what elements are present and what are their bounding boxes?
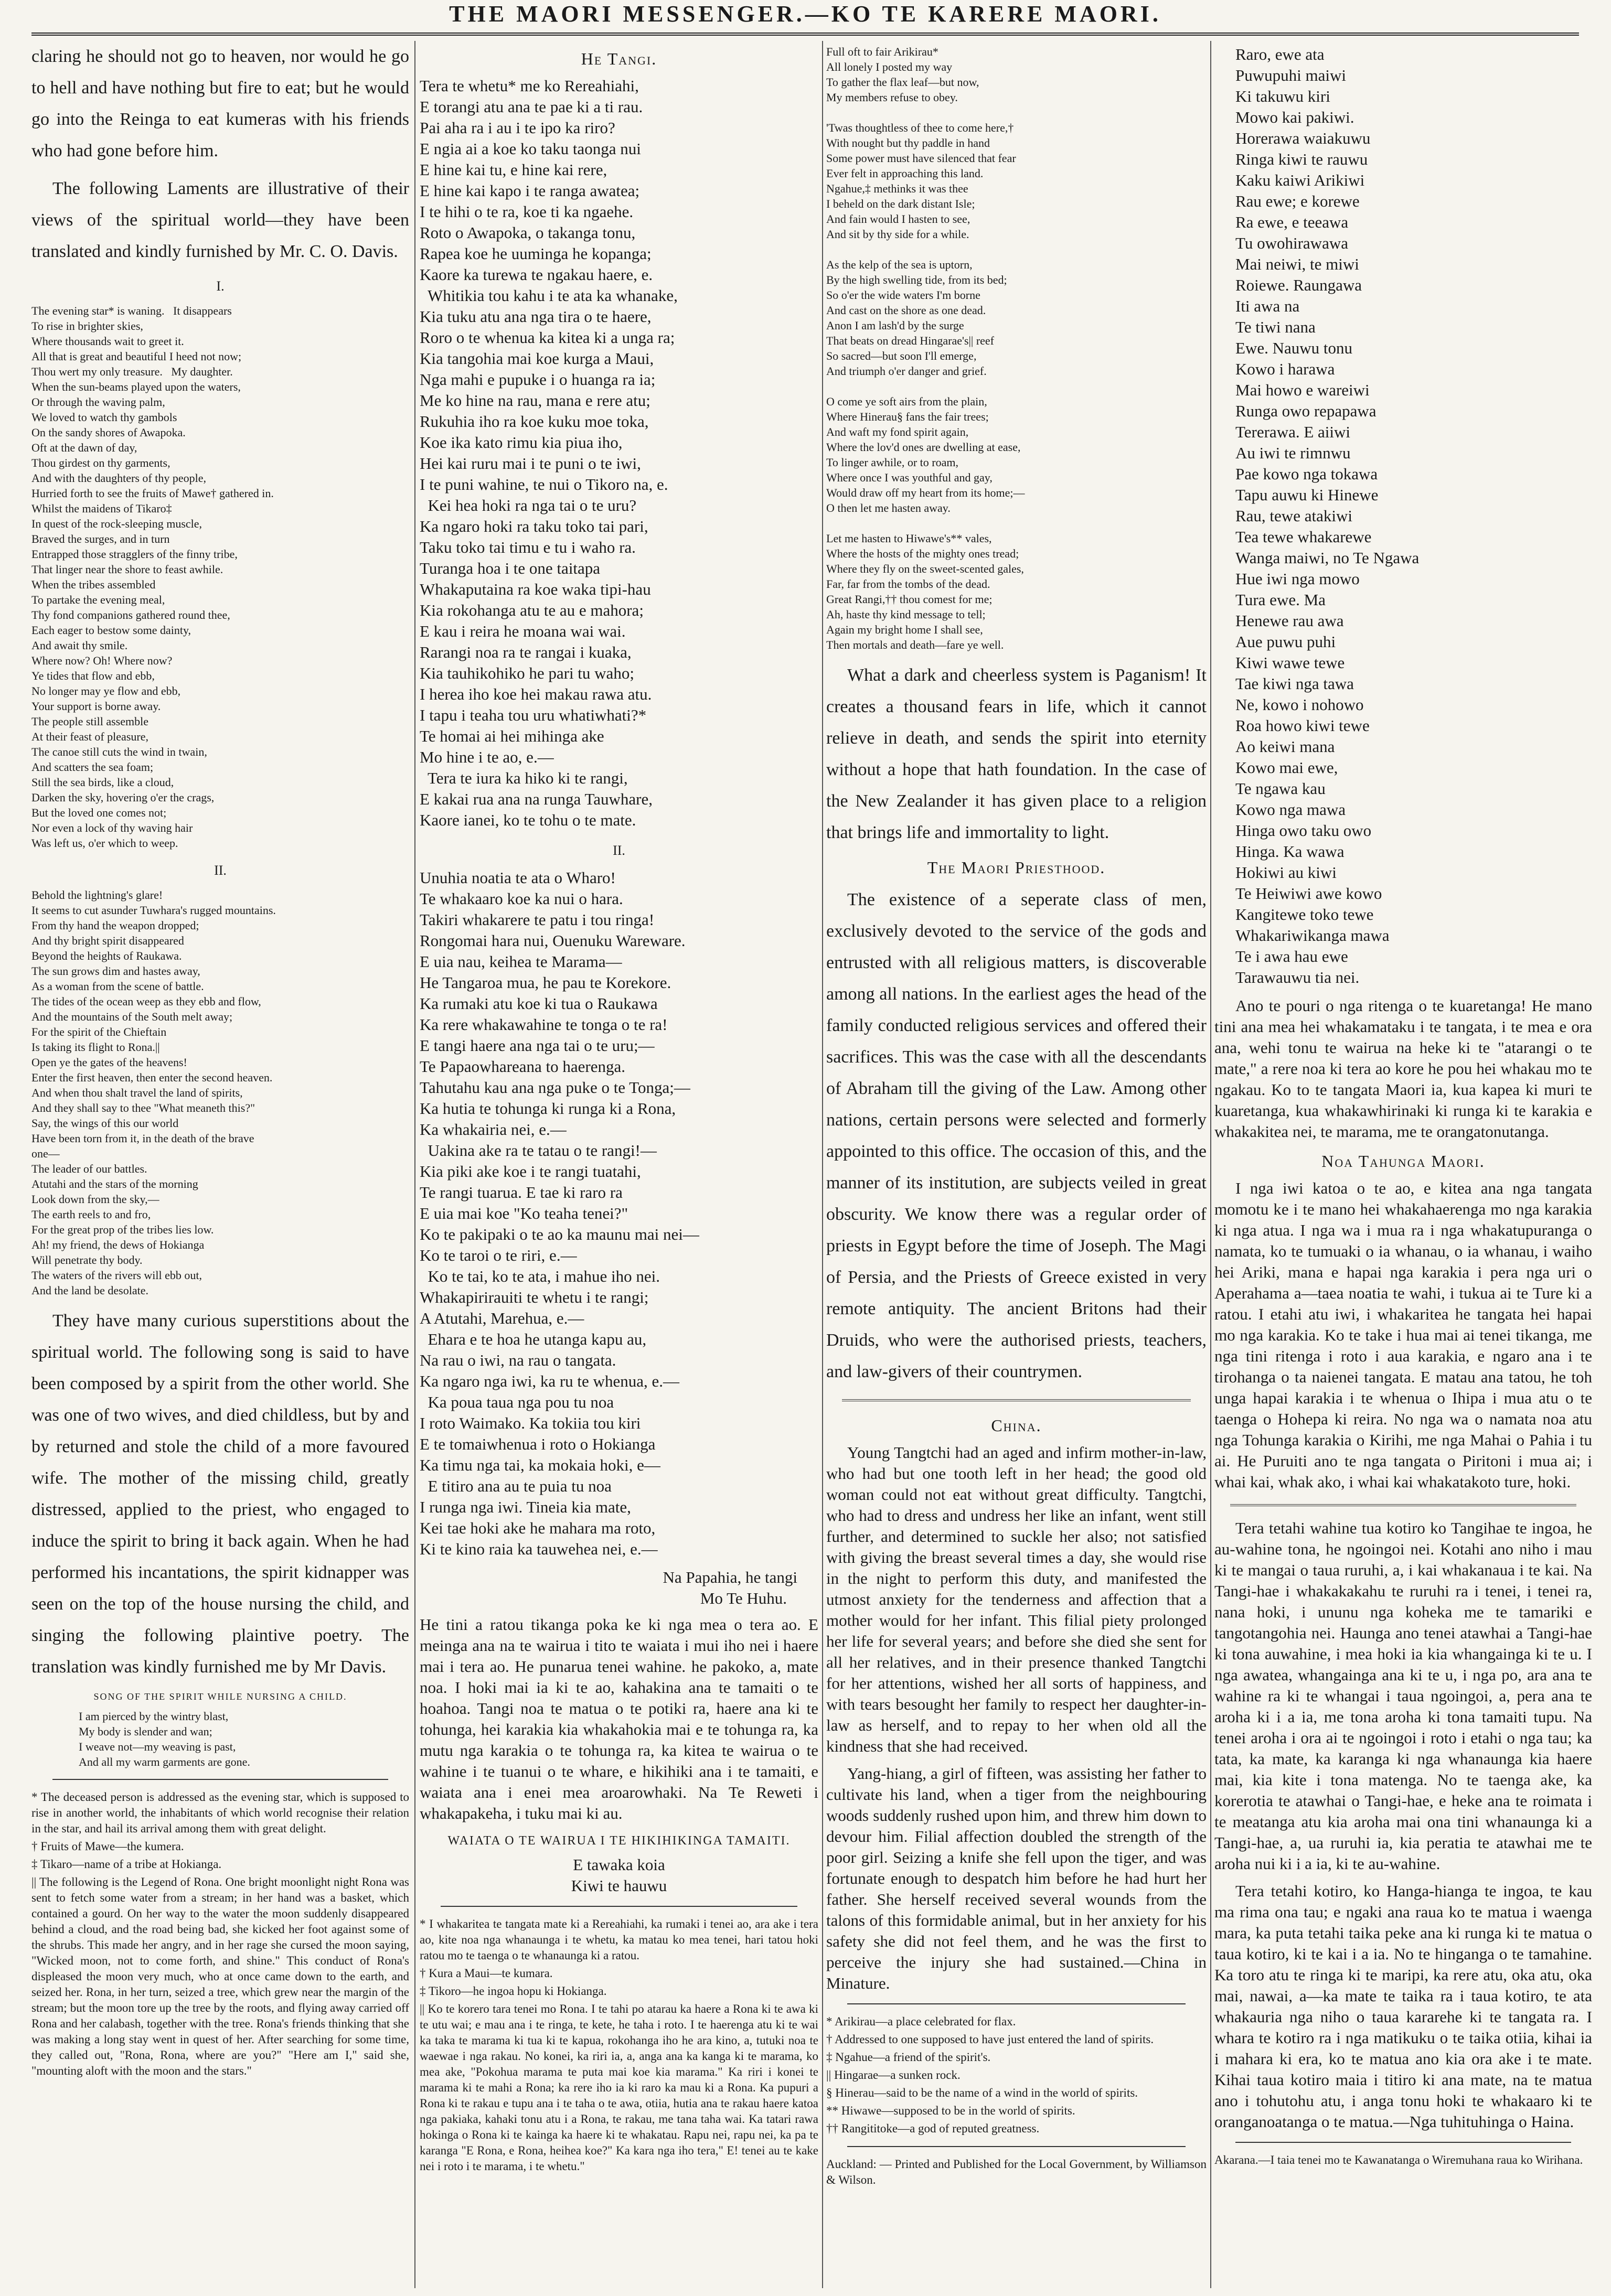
- poem-line: Kowo mai ewe,: [1235, 758, 1338, 777]
- poem-line: Or through the waving palm,: [31, 395, 165, 409]
- poem-line: E tangi haere ana nga tai o te uru;—: [420, 1036, 655, 1055]
- poem-line: E titiro ana au te puia tu noa: [420, 1477, 612, 1495]
- poem-line: The sun grows dim and hastes away,: [31, 964, 200, 978]
- poem-line: And scatters the sea foam;: [31, 760, 154, 774]
- poem-line: [826, 242, 1207, 257]
- poem-line: Where once I was youthful and gay,: [826, 471, 993, 484]
- poem-line: Na rau o iwi, na rau o tangata.: [420, 1351, 616, 1369]
- footnote: ‡ Tikaro—name of a tribe at Hokianga.: [31, 1858, 222, 1871]
- intro-paragraph: claring he should not go to heaven, nor would he go to hell and have nothing but fire to eat; but he would go into the Reinga to eat kumeras with his friends who had gone before him.: [31, 47, 409, 160]
- poem-line: Kei hea hoki ra nga tai o te uru?: [420, 496, 637, 514]
- poem-line: So o'er the wide waters I'm borne: [826, 288, 980, 302]
- poem-line: Ewe. Nauwu tonu: [1235, 339, 1352, 357]
- section-numeral: I.: [216, 278, 225, 294]
- poem-line: Mai neiwi, te miwi: [1235, 255, 1359, 273]
- poem-line: Oft at the dawn of day,: [31, 441, 137, 454]
- poem-line: And they shall say to thee "What meaneth this?": [31, 1101, 255, 1114]
- poem-line: Kiwi te hauwu: [571, 1876, 667, 1895]
- poem-line: All that is great and beautiful I heed not now;: [31, 350, 242, 363]
- poem-line: Wanga maiwi, no Te Ngawa: [1235, 549, 1420, 567]
- poem-line: Te ngawa kau: [1235, 779, 1326, 798]
- poem-line: By the high swelling tide, from its bed;: [826, 273, 1007, 286]
- poem-line: On the sandy shores of Awapoka.: [31, 426, 186, 439]
- poem-line: Ye tides that flow and ebb,: [31, 669, 155, 682]
- poem-line: Tura ewe. Ma: [1235, 591, 1326, 609]
- poem-line: Ka rere whakawahine te tonga o te ra!: [420, 1015, 668, 1034]
- poem-line: Mo hine i te ao, e.—: [420, 748, 554, 766]
- poem-line: Kangitewe toko tewe: [1235, 905, 1374, 924]
- divider: [1230, 1504, 1576, 1506]
- footnote: ‡ Ngahue—a friend of the spirit's.: [826, 2051, 991, 2064]
- divider: [1235, 2142, 1571, 2143]
- poem-line: Kaku kaiwi Arikiwi: [1235, 171, 1365, 189]
- poem-line: Pae kowo nga tokawa: [1235, 465, 1378, 483]
- poem-line: All lonely I posted my way: [826, 60, 953, 73]
- column-4: [1214, 41, 1592, 2288]
- masthead: THE MAORI MESSENGER.—KO TE KARERE MAORI.: [31, 0, 1579, 36]
- poem-line: Ka ngaro nga iwi, ka ru te whenua, e.—: [420, 1372, 679, 1390]
- poem-line: Tapu auwu ki Hinewe: [1235, 486, 1379, 504]
- poem-line: O then let me hasten away.: [826, 501, 951, 514]
- poem-line: To linger awhile, or to roam,: [826, 456, 959, 469]
- poem-line: Pai aha ra i au i te ipo ka riro?: [420, 119, 615, 137]
- poem-line: Far, far from the tombs of the dead.: [826, 577, 990, 591]
- poem-line: Ra ewe, e teeawa: [1235, 213, 1349, 231]
- divider: [847, 2003, 1186, 2004]
- poem-line: Rapea koe he uuminga he kopanga;: [420, 244, 652, 263]
- poem-line: Whilst the maidens of Tikaro‡: [31, 502, 172, 515]
- poem-line: Ko te pakipaki o te ao ka maunu mai nei—: [420, 1225, 699, 1243]
- poem-line: Anon I am lash'd by the surge: [826, 319, 964, 332]
- divider: [52, 1779, 388, 1780]
- poem-line: Kia rokohanga atu te au e mahora;: [420, 601, 644, 619]
- footnote: †† Rangititoke—a god of reputed greatness.: [826, 2122, 1040, 2135]
- poem-line: Then mortals and death—fare ye well.: [826, 638, 1004, 651]
- poem-line: And await thy smile.: [31, 639, 128, 652]
- poem-line: Rongomai hara nui, Ouenuku Wareware.: [420, 931, 686, 950]
- poem-line: I am pierced by the wintry blast,: [79, 1710, 229, 1723]
- poem-line: Te i awa hau ewe: [1235, 947, 1348, 965]
- poem-line: Tahutahu kau ana nga puke o te Tonga;—: [420, 1078, 690, 1097]
- poem-line: Roto o Awapoka, o takanga tonu,: [420, 223, 636, 242]
- poem-line: And cast on the shore as one dead.: [826, 304, 986, 317]
- poem-line: 'Twas thoughtless of thee to come here,†: [826, 121, 1014, 134]
- poem-line: E kakai rua ana na runga Tauwhare,: [420, 790, 653, 808]
- poem-line: Will penetrate thy body.: [31, 1253, 143, 1267]
- lament-poem-1: [31, 303, 409, 851]
- poem-line: Where thousands wait to greet it.: [31, 335, 184, 348]
- english-poem: [826, 44, 1207, 652]
- poem-line: Au iwi te rimnwu: [1235, 444, 1351, 462]
- poem-line: Entrapped those stragglers of the finny tribe,: [31, 548, 238, 561]
- footnote: || Ko te korero tara tenei mo Rona. I te tahi po atarau ka haere a Rona ki te awa ki te utu wai; e mau ana i te ringa, te kete, he taha i roto. I te haerenga atu ki te wai ka taka te marama ki tua ki te kapua, rokohanga iho he ara kino, a, tutuki noa te waewae i nga rakau. No konei, ka riri ia, a, anga ana ka kanga ki te marama, ko mea ake, "Pokohua marama te puta mai koe kia marama." Ka riri i konei te marama ki te mahi a Rona; ka rere iho ia ki raro ka mau ki a Rona. Ka pupuri a Rona ki te rakau e tupu ana i te taha o te awa, otiia, hutia ana te rakau haere katoa nga pakiaka, kahaki tonu atu i a Rona, te rakau, me tana taha wai. Ka tatari rawa hokinga o Rona ki te kainga ka haere ki te whakatau. Rapu nei, rapu nei, ka pa te karanga "E Rona, e Rona, heihea koe?" Ka kara nga iho tera," E! tenei au te kake nei i roto i te marama, i te whetu.": [420, 2002, 818, 2173]
- poem-line: Ka ngaro hoki ra taku toko tai pari,: [420, 517, 648, 535]
- poem-line: The tides of the ocean weep as they ebb and flow,: [31, 995, 261, 1008]
- footnote: || The following is the Legend of Rona. One bright moonlight night Rona was sent to fetch some water from a stream; in her hand was a basket, which contained a gourd. On her way to the water the moon suddenly disappeared behind a cloud, and the road being bad, she kicked her foot against some of the shrubs. This made her angry, and in her rage she cursed the moon saying, "Wicked moon, not to come forth, and shine." This conduct of Rona's displeased the moon very much, who at once came down to the earth, and seized her. Rona, in her turn, seized a tree, which grew near the margin of the stream; but the moon tore up the tree by the roots, and flying away carried off Rona and her calabash, together with the tree. Rona's friends thinking that she was making a long stay went in quest of her. After searching for some time, they called out, "Rona, Rona, where are you?" "Here am I," said she, "mounting aloft with the moon and the stars.": [31, 1875, 409, 2077]
- column-rule: [1210, 41, 1211, 2288]
- poem-line: Whakariwikanga mawa: [1235, 926, 1390, 945]
- poem-line: Aue puwu puhi: [1235, 632, 1336, 651]
- priesthood-paragraph: The existence of a seperate class of men, exclusively devoted to the service of the gods and entrusted with all religious matters, is discoverable among all nations. In the earliest ages the head of the family conducted religious services and offered their sacrifices. This was the case with all the descendants of Abraham till the giving of the Law. Among other nations, certain persons were selected and formerly appointed to this office. The occasion of this, and the manner of its institution, are subjects veiled in great obscurity. We know there was a regular order of priests in Egypt before the time of Joseph. The Magi of Persia, and the Priests of Greece existed in very remote antiquity. The ancient Britons had their Druids, who were the authorised priests, teachers, and law-givers of their countrymen.: [826, 890, 1207, 1381]
- poem-line: Whakaputaina ra koe waka tipi-hau: [420, 580, 651, 598]
- poem-line: Some power must have silenced that fear: [826, 152, 1016, 165]
- poem-line: When the tribes assembled: [31, 578, 156, 591]
- poem-line: Braved the surges, and in turn: [31, 532, 170, 545]
- laments-intro: The following Laments are illustrative of their views of the spiritual world—they have been translated and kindly furnished by Mr. C. O. Davis.: [31, 179, 409, 261]
- poem-line: Your support is borne away.: [31, 700, 161, 713]
- poem-line: Where they fly on the sweet-scented gales,: [826, 562, 1024, 575]
- poem-line: Raro, ewe ata: [1235, 45, 1325, 63]
- signature-line: Mo Te Huhu.: [700, 1589, 787, 1607]
- poem-line: And the mountains of the South melt away;: [31, 1010, 233, 1023]
- poem-line: E tawaka koia: [573, 1855, 665, 1874]
- poem-line: Puwupuhi maiwi: [1235, 66, 1346, 84]
- poem-line: Tae kiwi nga tawa: [1235, 674, 1354, 693]
- poem-line: And triumph o'er danger and grief.: [826, 364, 987, 378]
- poem-line: And with the daughters of thy people,: [31, 471, 206, 485]
- footnote: § Hinerau—said to be the name of a wind in the world of spirits.: [826, 2086, 1138, 2099]
- column-2: [420, 41, 818, 2288]
- poem-line: The earth reels to and fro,: [31, 1208, 151, 1221]
- poem-line: The canoe still cuts the wind in twain,: [31, 745, 207, 758]
- poem-line: Ko te taroi o te riri, e.—: [420, 1246, 577, 1264]
- poem-line: Darken the sky, hovering o'er the crags,: [31, 791, 215, 804]
- poem-line: So sacred—but soon I'll emerge,: [826, 349, 977, 362]
- poem-line: Nga mahi e pupuke i o huanga ra ia;: [420, 370, 656, 389]
- poem-line: Roro o te whenua ka kitea ki a unga ra;: [420, 328, 675, 347]
- poem-line: Atutahi and the stars of the morning: [31, 1177, 198, 1190]
- waiata-lines: [420, 1854, 818, 1896]
- poem-line: It seems to cut asunder Tuwhara's rugged mountains.: [31, 904, 276, 917]
- poem-line: And when thou shalt travel the land of spirits,: [31, 1086, 243, 1099]
- poem-line: Ne, kowo i nohowo: [1235, 695, 1364, 714]
- poem-line: As the kelp of the sea is uptorn,: [826, 258, 973, 271]
- china-paragraph-1: Young Tangtchi had an aged and infirm mother-in-law, who had but one tooth left in her head; the good old woman could not eat without great difficulty. Tangtchi, who had to dress and undress her like an infant, went still further, and determined to suckle her also; not satisfied with giving the breast several times a day, she would rise in the night to perform this duty, and manifested the utmost anxiety for the tenderness and affection that a mother would for her infant. This filial piety prolonged her life for several years; and before she died she sent for all her relatives, and in their presence thanked Tangtchi for her attentions, wished her all sorts of happiness, and with tears besought her family to respect her daughter-in-law as herself, and to repay to her when old all the kindness that she had received.: [826, 1443, 1207, 1755]
- poem-line: O come ye soft airs from the plain,: [826, 395, 987, 408]
- footnote: † Kura a Maui—te kumara.: [420, 1967, 553, 1980]
- poem-line: Henewe rau awa: [1235, 611, 1344, 630]
- poem-line: Kia tangohia mai koe kurga a Maui,: [420, 349, 654, 368]
- superstitions-paragraph: They have many curious superstitions about the spiritual world. The following song is said to have been composed by a spirit from the other world. She was one of two wives, and died childless, but by and by returned and stole the child of a more favoured wife. The mother of the missing child, greatly distressed, applied to the priest, who engaged to induce the spirit to bring it back again. When he had performed his incantations, the spirit kidnapper was seen on the top of the house nursing the child, and singing the following plaintive poetry. The translation was kindly furnished me by Mr Davis.: [31, 1311, 409, 1677]
- poem-line: I tapu i teaha tou uru whatiwhati?*: [420, 706, 647, 724]
- poem-line: Taku toko tai timu e tu i waho ra.: [420, 538, 636, 556]
- footnotes-col3: [826, 2014, 1207, 2137]
- poem-line: A Atutahi, Marehua, e.—: [420, 1309, 584, 1327]
- poem-line: And all my warm garments are gone.: [79, 1755, 250, 1768]
- poem-line: With nought but thy paddle in hand: [826, 136, 990, 149]
- poem-line: Full oft to fair Arikirau*: [826, 45, 938, 58]
- poem-line: At their feast of pleasure,: [31, 730, 148, 743]
- section-numeral: II.: [613, 843, 625, 858]
- poem-line: But the loved one comes not;: [31, 806, 167, 819]
- poem-line: To partake the evening meal,: [31, 593, 165, 606]
- poem-line: For the great prop of the tribes lies low.: [31, 1223, 214, 1236]
- poem-line: Still the sea birds, like a cloud,: [31, 776, 174, 789]
- footnotes-col2: [420, 1916, 818, 2174]
- poem-line: Ringa kiwi te rauwu: [1235, 150, 1368, 168]
- poem-line: Roiewe. Raungawa: [1235, 276, 1362, 294]
- poem-line: Kia tuku atu ana nga tira o te haere,: [420, 307, 652, 326]
- signature-line: Na Papahia, he tangi: [663, 1568, 797, 1586]
- poem-line: E uia mai koe "Ko teaha tenei?": [420, 1204, 628, 1222]
- poem-line: Ki takuwu kiri: [1235, 87, 1330, 105]
- poem-line: From thy hand the weapon dropped;: [31, 919, 199, 932]
- poem-line: Takiri whakarere te patu i tou ringa!: [420, 910, 655, 929]
- footnote: ‡ Tikoro—he ingoa hopu ki Hokianga.: [420, 1984, 607, 1998]
- poem-line: Again my bright home I shall see,: [826, 623, 983, 636]
- poem-line: E torangi atu ana te pae ki a ti rau.: [420, 98, 643, 116]
- poem-line: Ah! my friend, the dews of Hokianga: [31, 1238, 205, 1251]
- footnotes-col1: [31, 1789, 409, 2079]
- poem-line: [826, 379, 1207, 394]
- poem-line: And fain would I hasten to see,: [826, 212, 970, 226]
- poem-line: I herea iho koe hei makau rawa atu.: [420, 685, 652, 703]
- poem-line: I runga nga iwi. Tineia kia mate,: [420, 1498, 631, 1516]
- poem-line: No longer may ye flow and ebb,: [31, 684, 181, 698]
- poem-line: Tea tewe whakarewe: [1235, 528, 1372, 546]
- poem-line: Uakina ake ra te tatau o te rangi!—: [420, 1141, 657, 1160]
- poem-line: Ka whakairia nei, e.—: [420, 1120, 567, 1139]
- poem-line: I te puni wahine, te nui o Tikoro na, e.: [420, 475, 668, 493]
- tohunga-heading: Noa Tahunga Maori.: [1321, 1152, 1485, 1171]
- poem-line: That linger near the shore to feast awhile.: [31, 563, 223, 576]
- poem-line: Tererawa. E aiiwi: [1235, 423, 1351, 441]
- footnote: * I whakaritea te tangata mate ki a Rereahiahi, ka rumaki i tenei ao, ara ake i tera ao, kite noa nga whanaunga i te whetu, ka matau ko mea tenei, hari tatou hoki ratou mo te taenga o te whanaunga ki a ratou.: [420, 1917, 818, 1962]
- poem-line: E uia nau, keihea te Marama—: [420, 952, 622, 971]
- poem-line: Hue iwi nga mowo: [1235, 570, 1360, 588]
- poem-line: E ngia ai a koe ko taku taonga nui: [420, 140, 641, 158]
- maori-prose: He tini a ratou tikanga poka ke ki nga mea o tera ao. E meinga ana na te wairua i tito te waiata i mui iho nei i haere mai i tera ao. He punarua tenei wahine. he pakoko, a, mate noa. I hoki mai ia ki te ao, kahakina ana te tamaiti o te hoahoa. Tangi noa te matua o te potiki ra, haere ana ki te tohunga, hei karakia kia whakahokia mai e te tohunga ra, ka mutu nga karakia o te tohunga ra, ka kitea te wairua o te wahine i te tuanui o te whare, e hikihiki ana i te tamaiti, e waiata ana i enei mea aroarowhaki. Na Te Reweti i whakapakeha, i tuku mai ki au.: [420, 1615, 818, 1822]
- poem-line: Mowo kai pakiwi.: [1235, 108, 1354, 126]
- poem-line: Ka timu nga tai, ka mokaia hoki, e—: [420, 1456, 660, 1474]
- poem-line: E hine kai kapo i te ranga awatea;: [420, 181, 640, 200]
- tangi-poem-1: [420, 76, 818, 831]
- imprint: Akarana.—I taia tenei mo te Kawanatanga o Wiremuhana raua ko Wirihana.: [1214, 2153, 1583, 2166]
- poem-line: Turanga hoa i te one taitapa: [420, 559, 601, 577]
- poem-line: Look down from the sky,—: [31, 1193, 159, 1206]
- poem-line: E hine kai tu, e hine kai rere,: [420, 160, 607, 179]
- poem-line: Kaore ka turewa te ngakau haere, e.: [420, 265, 653, 284]
- poem-line: My members refuse to obey.: [826, 91, 958, 104]
- poem-line: Kia piki ake koe i te rangi tuatahi,: [420, 1162, 641, 1181]
- tangihae-paragraph: Tera tetahi wahine tua kotiro ko Tangihae te ingoa, he au-wahine tona, he ngoingoi nei. Kotahi ano niho i mau ki te mangai o taua ruruhi, a, i kai whakanaua i te kai. Na Tangi-hae i whakakakahu te ruruhi ra i tenei, i tenei ra, nana hoki, i ununu nga koheka me te tamariki e tangotangohia nei. Haunga ano tenei atawhai a Tangi-hae ki tona auwahine, i mea hoki ia kia whangainga ki te u. I nga awatea, whangainga ana ki te u, i nga po, ara ana te wahine ra ki te whangai i taua ngoingoi, a, pera ana te aroha ki i a ia, me tona aroha ki tona tamaiti tupu. Na tenei aroha i ora ai te ngoingoi i roto i etahi o nga tau; ka tata, ka mate, ka karanga ki nga whanaunga kia haere mai, kia kite i tona matenga. No te taenga ake, ka korerotia te atawhai o Tangi-hae, e heke ana te roimata i te meatanga atu kia aroha mai ona tini whanaunga ki a Tangi-hae, a, ua ruruhi ia, kia peratia te atawhai me te aroha nui ki i a ia, ki te au-wahine.: [1214, 1519, 1592, 1873]
- poem-line: Let me hasten to Hiwawe's** vales,: [826, 532, 992, 545]
- poem-line: Was left us, o'er which to weep.: [31, 836, 178, 850]
- poem-line: Ka hutia te tohunga ki runga ki a Rona,: [420, 1099, 676, 1118]
- divider: [842, 1399, 1191, 1401]
- poem-line: Have been torn from it, in the death of the brave: [31, 1132, 254, 1145]
- poem-line: Tarawauwu tia nei.: [1235, 968, 1360, 986]
- poem-line: To rise in brighter skies,: [31, 319, 143, 332]
- poem-line: We loved to watch thy gambols: [31, 411, 177, 424]
- poem-line: Where the lov'd ones are dwelling at ease,: [826, 441, 1021, 454]
- tangi-poem-2: [420, 867, 818, 1560]
- footnote: † Fruits of Mawe—the kumera.: [31, 1840, 184, 1853]
- poem-line: Te Papaowhareana to haerenga.: [420, 1057, 626, 1076]
- footnote: * The deceased person is addressed as the evening star, which is supposed to rise in another world, the inhabitants of which world recognise their relation in the star, and hail its arrival among them with great delight.: [31, 1790, 409, 1835]
- poem-line: Thou wert my only treasure. My daughter.: [31, 365, 233, 378]
- poem-line: I weave not—my weaving is past,: [79, 1740, 236, 1753]
- poem-line: Ka rumaki atu koe ki tua o Raukawa: [420, 994, 658, 1013]
- poem-line: Ka poua taua nga pou tu noa: [420, 1393, 614, 1411]
- poem-line: E kau i reira he moana wai wai.: [420, 622, 626, 640]
- poem-line: Rukuhia iho ra koe kuku moe toka,: [420, 412, 649, 431]
- poem-line: Ao keiwi mana: [1235, 737, 1335, 756]
- poem-line: Say, the wings of this our world: [31, 1117, 179, 1130]
- poem-line: [826, 105, 1207, 120]
- poem-line: Hinga owo taku owo: [1235, 821, 1372, 840]
- imprint: Auckland: — Printed and Published for the Local Government, by Williamson & Wilson.: [826, 2158, 1207, 2186]
- hangahianga-paragraph: Tera tetahi kotiro, ko Hanga-hianga te ingoa, te kau ma rima ona tau; e ngaki ana raua ko te matua i waenga mara, ka puta tetahi taika peke ana ki runga ki te matua o taua kotiro, ki te kai i a ia. No te hinganga o te tamahine. Ka toro atu te ringa ki te maripi, ka rere atu, oka atu, oka mai, nawai, a—ka mate te taika ra i taua kotiro, te ata whakauria nga niho o taua kararehe ki te tangata ra. I whara te kotiro ra i nga matikuku o te taika otiia, kihai ia i mahara ki era, ko te matua ano kia ora ake i te mate. Kihai taua kotiro maia i titiro ki ana mate, na te matua ano i tohutohu atu, i anga tonu hoki te whakaaro ki te oranganoatanga o te matua.—Nga tuhituhinga o Haina.: [1214, 1882, 1592, 2131]
- footnote: ** Hiwawe—supposed to be in the world of spirits.: [826, 2104, 1075, 2117]
- poem-line: Would draw off my heart from its home;—: [826, 486, 1025, 499]
- spirit-song: [31, 1709, 409, 1769]
- section-numeral: II.: [214, 863, 227, 878]
- poem-line: And the land be desolate.: [31, 1284, 148, 1297]
- poem-line: Ngahue,‡ methinks it was thee: [826, 182, 968, 195]
- poem-line: Te Heiwiwi awe kowo: [1235, 884, 1382, 903]
- poem-line: [826, 516, 1207, 531]
- poem-line: Where now? Oh! Where now?: [31, 654, 173, 667]
- poem-line: Hinga. Ka wawa: [1235, 842, 1345, 861]
- poem-line: Thy fond companions gathered round thee,: [31, 608, 230, 621]
- poem-line: To gather the flax leaf—but now,: [826, 76, 979, 89]
- poem-line: The evening star* is waning. It disappears: [31, 304, 232, 317]
- poem-line: Kei tae hoki ake he mahara ma roto,: [420, 1519, 656, 1537]
- column-rule: [822, 41, 823, 2288]
- maori-paganism-paragraph: Ano te pouri o nga ritenga o te kuaretanga! He mano tini ana mea hei whakamataku i te tangata, i te mea e ora ana, wehi tonu te wairua na heke ki te "atarangi o te mate," a rere noa ki tera ao kore he pou hei whakau mo te ngakau. Ko to te tangata Maori ia, kua kapea ki muri te kuaretanga, kua whakawhirinaki ki runga ki te karakia e whakakitea nei, te marama, me te orangatonutanga.: [1214, 996, 1592, 1141]
- poem-line: As a woman from the scene of battle.: [31, 980, 204, 993]
- poem-line: Enter the first heaven, then enter the second heaven.: [31, 1071, 273, 1084]
- poem-line: Kaore ianei, ko te tohu o te mate.: [420, 811, 636, 829]
- poem-line: Mai howo e wareiwi: [1235, 381, 1370, 399]
- poem-line: My body is slender and wan;: [79, 1725, 212, 1738]
- china-paragraph-2: Yang-hiang, a girl of fifteen, was assisting her father to cultivate his land, when a tiger from the neighbouring woods suddenly rushed upon him, and threw him down to devour him. Filial affection doubled the strength of the poor girl. Seizing a knife she fell upon the tiger, and was fortunate enough to despatch him before he had hurt her father. She herself received several wounds from the talons of this formidable animal, but in her anxiety for his safety she did not feel them, and he was the first to perceive the injury she had sustained.—China in Minature.: [826, 1764, 1207, 1992]
- divider: [847, 2146, 1186, 2147]
- poem-line: I te hihi o te ra, koe ti ka ngaehe.: [420, 202, 634, 221]
- poem-line: Kowo nga mawa: [1235, 800, 1346, 819]
- poem-line: Kiwi wawe tewe: [1235, 653, 1345, 672]
- poem-line: For the spirit of the Chieftain: [31, 1025, 167, 1038]
- poem-line: Ko te tai, ko te ata, i mahue iho nei.: [420, 1267, 660, 1285]
- poem-line: Hei kai ruru mai i te puni o te iwi,: [420, 454, 641, 473]
- poem-line: In quest of the rock-sleeping muscle,: [31, 517, 202, 530]
- poem-line: Te whakaaro koe ka nui o hara.: [420, 889, 623, 908]
- poem-line: Ah, haste thy kind message to tell;: [826, 608, 986, 621]
- poem-line: The people still assemble: [31, 715, 148, 728]
- poem-line: The leader of our battles.: [31, 1162, 147, 1175]
- waiata-title: WAIATA O TE WAIRUA I TE HIKIHIKINGA TAMAITI.: [447, 1834, 791, 1848]
- poem-line: Koe ika kato rimu kia piua iho,: [420, 433, 623, 452]
- column-3: [826, 41, 1207, 2288]
- poem-line: Behold the lightning's glare!: [31, 888, 163, 902]
- priesthood-heading: The Maori Priesthood.: [927, 858, 1106, 877]
- poem-line: Me ko hine na rau, mana e rere atu;: [420, 391, 650, 410]
- divider: [441, 1906, 797, 1907]
- lament-poem-2: [31, 887, 409, 1298]
- poem-line: one—: [31, 1147, 60, 1160]
- poem-line: Where Hinerau§ fans the fair trees;: [826, 410, 989, 423]
- footnote: || Hingarae—a sunken rock.: [826, 2068, 961, 2082]
- poem-line: The waters of the rivers will ebb out,: [31, 1269, 202, 1282]
- poem-line: Tera te iura ka hiko ki te rangi,: [420, 769, 628, 787]
- poem-line: Horerawa waiakuwu: [1235, 129, 1371, 147]
- poem-line: Te tiwi nana: [1235, 318, 1316, 336]
- poem-line: Runga owo repapawa: [1235, 402, 1377, 420]
- poem-line: Hurried forth to see the fruits of Mawe† gathered in.: [31, 487, 274, 500]
- footnote: * Arikirau—a place celebrated for flax.: [826, 2015, 1016, 2028]
- poem-line: E te tomaiwhenua i roto o Hokianga: [420, 1435, 656, 1453]
- poem-line: And sit by thy side for a while.: [826, 228, 969, 241]
- poem-line: Rau ewe; e korewe: [1235, 192, 1360, 210]
- poem-line: Open ye the gates of the heavens!: [31, 1056, 187, 1069]
- poem-line: And waft my fond spirit again,: [826, 425, 969, 438]
- poem-line: And thy bright spirit disappeared: [31, 934, 184, 947]
- poem-line: Hokiwi au kiwi: [1235, 863, 1337, 882]
- poem-line: Whakapirirauiti te whetu i te rangi;: [420, 1288, 649, 1306]
- poem-line: Kowo i harawa: [1235, 360, 1335, 378]
- poem-line: Rarangi noa ra te rangai i kuaka,: [420, 643, 632, 661]
- maori-waiata: [1214, 44, 1592, 988]
- poem-line: Nor even a lock of thy waving hair: [31, 821, 193, 834]
- poem-line: When the sun-beams played upon the waters,: [31, 380, 241, 393]
- poem-line: Beyond the heights of Raukawa.: [31, 949, 182, 962]
- china-heading: China.: [991, 1416, 1042, 1435]
- poem-line: I beheld on the dark distant Isle;: [826, 197, 975, 210]
- column-rule: [414, 41, 415, 2288]
- poem-line: Rau, tewe atakiwi: [1235, 507, 1352, 525]
- poem-line: Te homai ai hei mihinga ake: [420, 727, 604, 745]
- poem-line: Roa howo kiwi tewe: [1235, 716, 1370, 735]
- tohunga-paragraph: I nga iwi katoa o te ao, e kitea ana nga tangata momotu ke i te mano hei whakahaerenga mo nga karakia ki nga atua. I nga wa i mua ra i nga whakatupuranga o namata, ko te tumuaki o ia whanau, o ia whanau, i waiho hei Ariki, mana e hapai nga karakia i pera nga uri o Aperahama a—taea noatia te wahi, i tukua ai te Ture ki a ratou. I etahi atu iwi, i whakaritea he tangata hei hapai mo nga karakia. Ko te take i hua mai ai tenei tikanga, me nga tini ritenga i roto i aua karakia, e ngaro ana i te tirohanga o ta naienei tangata. E matau ana tatou, he toh unga hapai karakia i te whenua o Ihipa i mua atu o te taenga o Hohepa ki reira. No nga wa o namata noa atu nga Tohunga karakia o Kirihi, me nga Mahai o Pahia i tu ai. He Puruiti ano te nga tangata o Piritoni i mua ai; i whai kai, whak ako, i whai kai whakatakoto ture, hoki.: [1214, 1179, 1592, 1491]
- poem-line: Each eager to bestow some dainty,: [31, 624, 191, 637]
- poem-line: Kia tauhikohiko he pari tu waho;: [420, 664, 634, 682]
- poem-line: Tera te whetu* me ko Rereahiahi,: [420, 77, 639, 95]
- tangi-heading: He Tangi.: [581, 49, 657, 68]
- poem-line: I roto Waimako. Ka tokiia tou kiri: [420, 1414, 641, 1432]
- poem-line: Is taking its flight to Rona.||: [31, 1040, 160, 1054]
- poem-line: Tu owohirawawa: [1235, 234, 1348, 252]
- paganism-paragraph: What a dark and cheerless system is Paganism! It creates a thousand fears in life, which it cannot relieve in death, and sends the spirit into eternity without a hope that hath foundation. In the case of the New Zealander it has given place to a religion that brings life and immortality to light.: [826, 666, 1207, 842]
- footnote: † Addressed to one supposed to have just entered the land of spirits.: [826, 2033, 1154, 2046]
- poem-line: Where the hosts of the mighty ones tread;: [826, 547, 1019, 560]
- poem-line: Ever felt in approaching this land.: [826, 167, 984, 180]
- poem-line: Thou girdest on thy garments,: [31, 456, 170, 469]
- poem-line: He Tangaroa mua, he pau te Korekore.: [420, 973, 671, 992]
- poem-line: Ehara e te hoa he utanga kapu au,: [420, 1330, 647, 1348]
- poem-line: That beats on dread Hingarae's|| reef: [826, 334, 995, 347]
- poem-line: Great Rangi,†† thou comest for me;: [826, 593, 993, 606]
- poem-line: Unuhia noatia te ata o Wharo!: [420, 868, 616, 887]
- poem-line: Whitikia tou kahu i te ata ka whanake,: [420, 286, 678, 305]
- column-1: [31, 41, 409, 2288]
- poem-line: Ki te kino raia ka tauwehea nei, e.—: [420, 1540, 658, 1558]
- poem-line: Te rangi tuarua. E tae ki raro ra: [420, 1183, 623, 1201]
- song-title: SONG OF THE SPIRIT WHILE NURSING A CHILD.: [93, 1691, 347, 1702]
- poem-line: Iti awa na: [1235, 297, 1300, 315]
